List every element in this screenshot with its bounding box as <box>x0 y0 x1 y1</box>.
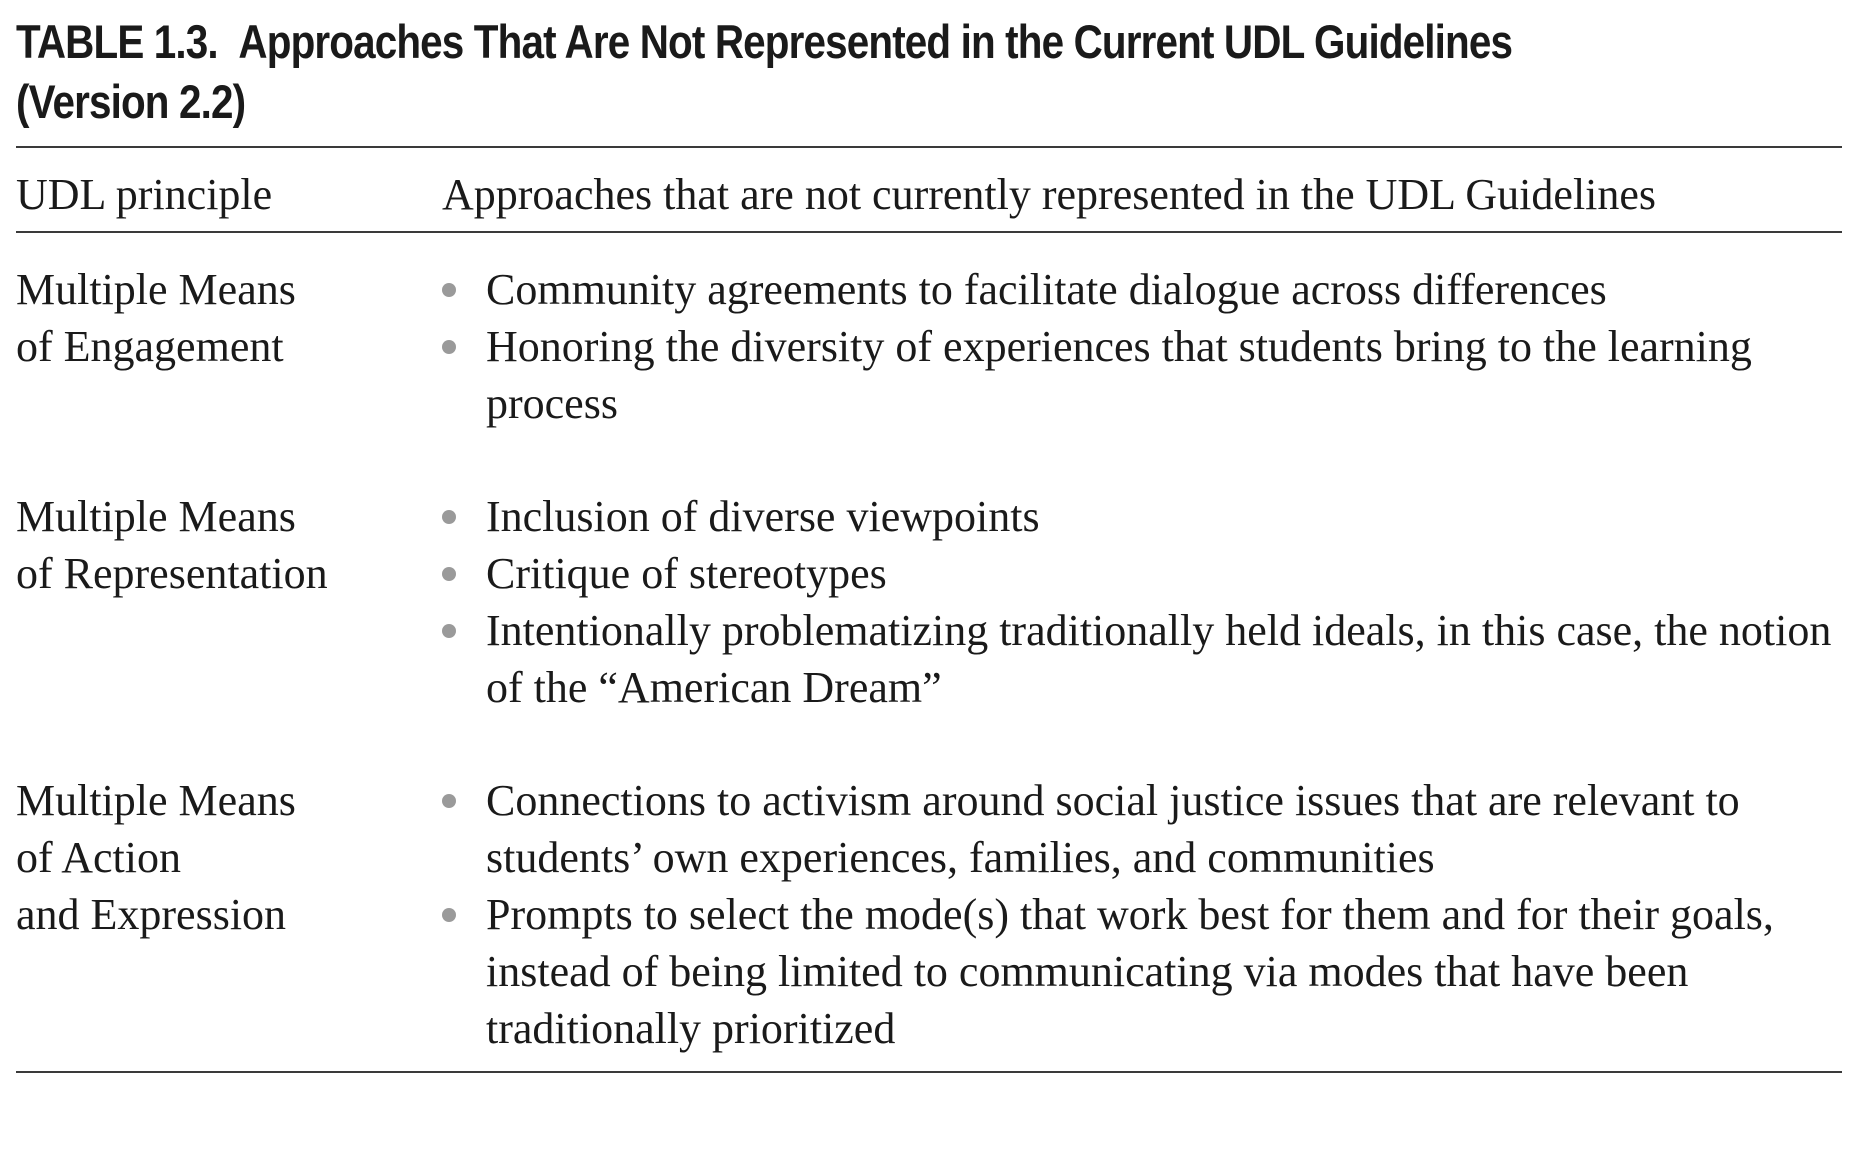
approach-item: Community agreements to facilitate dialogue across differences <box>442 261 1842 318</box>
approaches-list <box>442 261 1842 432</box>
header-approaches: Approaches that are not currently represented in the UDL Guidelines <box>442 170 1657 219</box>
principle-cell: Multiple Means of Action and Expression <box>16 776 296 939</box>
document-page <box>16 12 1842 1073</box>
approaches-list <box>442 772 1842 1057</box>
table-row <box>16 233 1842 488</box>
table-row <box>16 772 1842 1071</box>
approach-item: Prompts to select the mode(s) that work best for them and for their goals, instead of being limited to communicating via modes that have been traditionally prioritized <box>442 886 1842 1057</box>
approach-item: Inclusion of diverse viewpoints <box>442 488 1842 545</box>
table-caption <box>16 12 1650 136</box>
bottom-rule <box>16 1071 1842 1073</box>
approach-item: Connections to activism around social justice issues that are relevant to students’ own experiences, families, and communities <box>442 772 1842 886</box>
approach-item: Honoring the diversity of experiences that students bring to the learning process <box>442 318 1842 432</box>
table-row <box>16 488 1842 772</box>
principle-cell: Multiple Means of Engagement <box>16 265 296 371</box>
approach-item: Critique of stereotypes <box>442 545 1842 602</box>
table-label: TABLE 1.3. <box>16 15 218 68</box>
approach-item: Intentionally problematizing traditionally held ideals, in this case, the notion of the “American Dream” <box>442 602 1842 716</box>
table-header-row <box>16 148 1842 231</box>
header-udl-principle: UDL principle <box>16 170 273 219</box>
table-title: Approaches That Are Not Represented in the Current UDL Guidelines (Version 2.2) <box>16 15 1513 128</box>
principle-cell: Multiple Means of Representation <box>16 492 328 598</box>
approaches-list <box>442 488 1842 716</box>
